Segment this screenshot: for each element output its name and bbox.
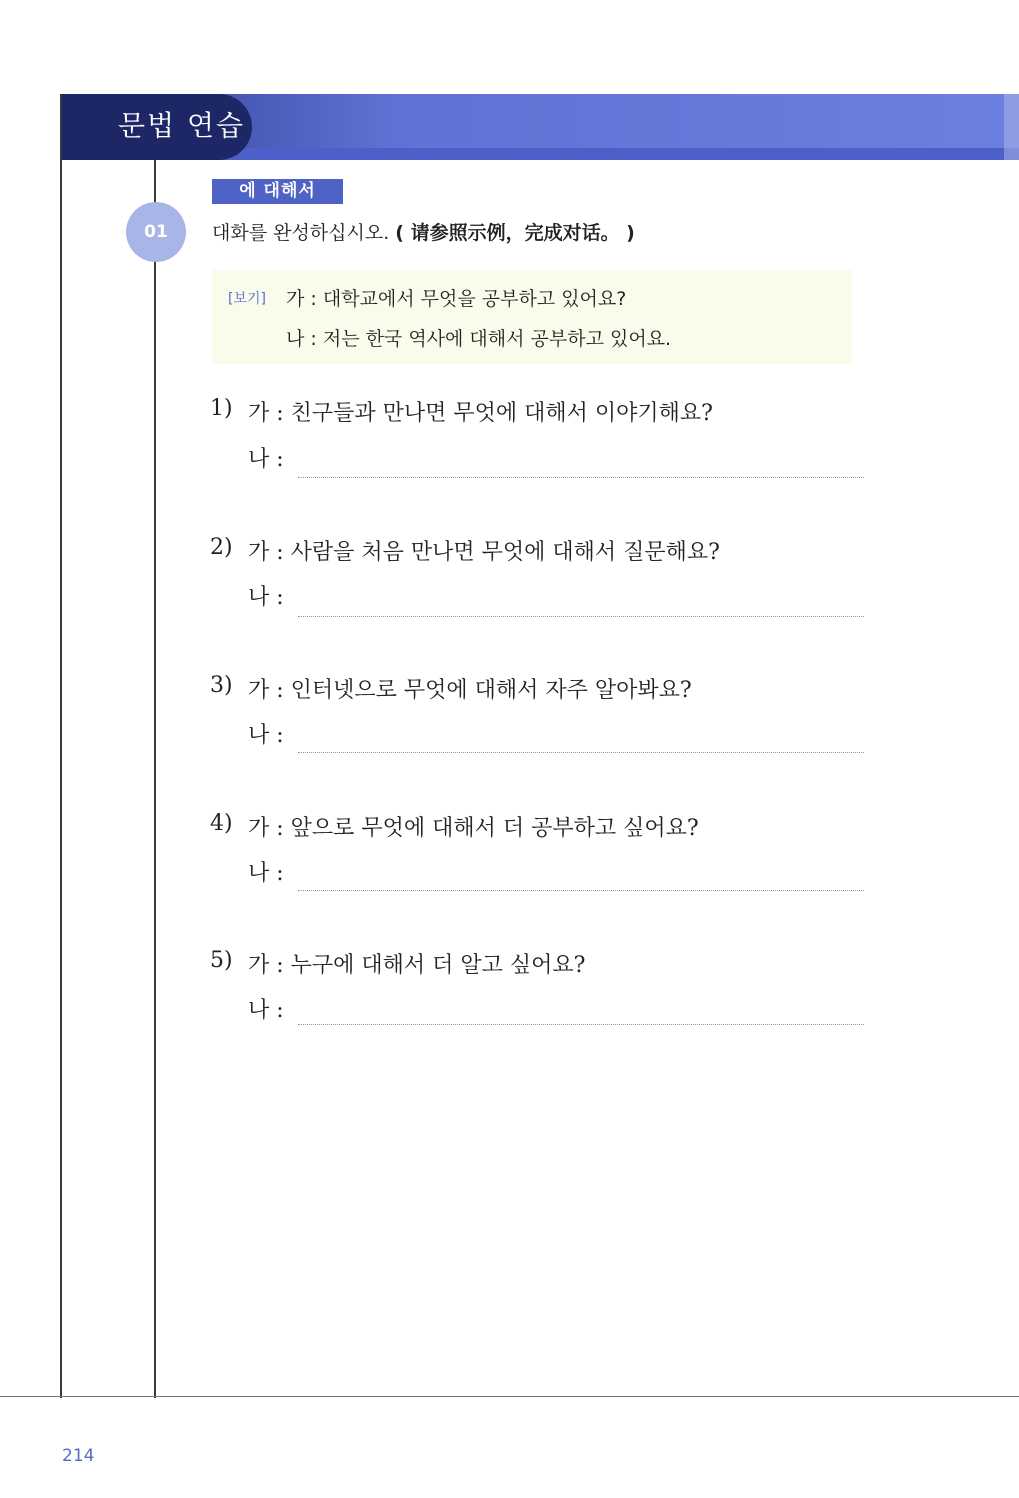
answer-line[interactable]: [298, 1024, 864, 1025]
bottom-rule: [0, 1396, 1019, 1397]
margin-rule-inner: [154, 160, 156, 1398]
question-number: 4): [210, 811, 233, 836]
question-number: 1): [210, 396, 233, 421]
answer-label: 나 :: [248, 861, 284, 886]
answer-label: 나 :: [248, 723, 284, 748]
question-number: 3): [210, 673, 233, 698]
answer-line[interactable]: [298, 890, 864, 891]
answer-label: 나 :: [248, 447, 284, 472]
answer-line[interactable]: [298, 616, 864, 617]
header-edge: [1004, 94, 1019, 160]
section-title: 문법 연습: [118, 109, 246, 142]
instruction-ko: 대화를 완성하십시오.: [212, 222, 390, 244]
page-number: 214: [62, 1446, 95, 1466]
margin-rule-outer: [60, 94, 62, 1398]
instruction-cn: ( 请参照示例，完成对话。 ): [395, 222, 635, 244]
question-number: 2): [210, 535, 233, 560]
question-text: 가 : 인터넷으로 무엇에 대해서 자주 알아봐요?: [248, 678, 692, 703]
example-line-ga: 가 : 대학교에서 무엇을 공부하고 있어요?: [286, 288, 627, 310]
answer-line[interactable]: [298, 477, 864, 478]
example-label: [보기]: [228, 291, 266, 307]
answer-label: 나 :: [248, 585, 284, 610]
answer-label: 나 :: [248, 998, 284, 1023]
exercise-instruction: [212, 218, 635, 245]
example-line-na: 나 : 저는 한국 역사에 대해서 공부하고 있어요.: [286, 328, 672, 350]
question-text: 가 : 친구들과 만나면 무엇에 대해서 이야기해요?: [248, 401, 713, 426]
question-number: 5): [210, 948, 233, 973]
grammar-badge: 에 대해서: [212, 179, 343, 204]
exercise-number: 01: [126, 202, 186, 262]
answer-line[interactable]: [298, 752, 864, 753]
question-text: 가 : 앞으로 무엇에 대해서 더 공부하고 싶어요?: [248, 816, 699, 841]
question-text: 가 : 누구에 대해서 더 알고 싶어요?: [248, 953, 586, 978]
question-text: 가 : 사람을 처음 만나면 무엇에 대해서 질문해요?: [248, 540, 720, 565]
